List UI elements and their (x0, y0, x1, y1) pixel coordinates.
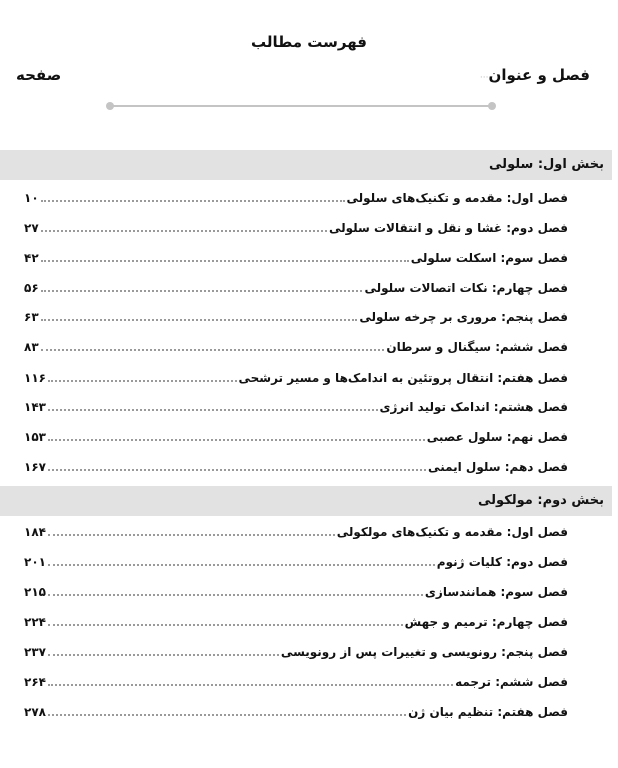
dot-leader (48, 654, 279, 656)
toc-entry-page: ۲۷ (24, 221, 39, 235)
toc-entry[interactable] (24, 550, 568, 570)
dot-leader (48, 684, 453, 686)
toc-entry-page: ۲۶۴ (24, 675, 46, 689)
toc-entry-label: فصل نهم: سلول عصبی (426, 430, 568, 444)
toc-entry-label: فصل سوم: اسکلت سلولی (410, 251, 568, 265)
toc-entry-page: ۱۱۶ (24, 371, 46, 385)
toc-entry[interactable] (24, 305, 568, 325)
dot-leader (48, 469, 426, 471)
divider-dot-left (106, 102, 114, 110)
dot-leader (48, 714, 406, 716)
dot-leader (48, 409, 378, 411)
toc-entry-page: ۱۴۳ (24, 400, 46, 414)
toc-entry-label: فصل اول: مقدمه و تکنیک‌های مولکولی (336, 525, 568, 539)
dot-leader (41, 230, 327, 232)
toc-entry[interactable] (24, 395, 568, 415)
toc-entry[interactable] (24, 700, 568, 720)
toc-entry-label: فصل پنجم: رونویسی و تغییرات پس از رونویسی (280, 645, 568, 659)
toc-entry-page: ۲۱۵ (24, 585, 46, 599)
toc-entry-label: فصل ششم: سیگنال و سرطان (386, 340, 568, 354)
toc-entry-label: فصل سوم: همانندسازی (424, 585, 568, 599)
toc-entry[interactable] (24, 640, 568, 660)
dot-leader (48, 594, 423, 596)
toc-entry-page: ۵۶ (24, 281, 39, 295)
toc-entry-page: ۱۶۷ (24, 460, 46, 474)
dot-leader (48, 624, 403, 626)
dot-leader (48, 564, 435, 566)
page-title: فهرست مطالب (251, 33, 367, 51)
header-trail-dots: ··· (479, 73, 489, 83)
toc-entry-label: فصل هفتم: تنظیم بیان ژن (408, 705, 568, 719)
toc-entry[interactable] (24, 520, 568, 540)
dot-leader (48, 439, 425, 441)
dot-leader (48, 534, 335, 536)
toc-entry-label: فصل پنجم: مروری بر چرخه سلولی (359, 310, 568, 324)
toc-entry-label: فصل دهم: سلول ایمنی (428, 460, 568, 474)
toc-entry-label: فصل هشتم: اندامک تولید انرژی (379, 400, 568, 414)
toc-entry-label: فصل ششم: ترجمه (455, 675, 568, 689)
toc-entry-page: ۱۸۴ (24, 525, 46, 539)
toc-entry[interactable] (24, 580, 568, 600)
toc-entry[interactable] (24, 186, 568, 206)
dot-leader (41, 260, 409, 262)
toc-entry-label: فصل چهارم: ترمیم و جهش (404, 615, 568, 629)
toc-entry[interactable] (24, 246, 568, 266)
toc-entry-page: ۲۰۱ (24, 555, 46, 569)
toc-entry[interactable] (24, 455, 568, 475)
header-divider (110, 105, 492, 107)
divider-dot-right (488, 102, 496, 110)
toc-entry-page: ۲۷۸ (24, 705, 46, 719)
toc-entry-label: فصل اول: مقدمه و تکنیک‌های سلولی (346, 191, 568, 205)
toc-entry-page: ۱۰ (24, 191, 39, 205)
section-header-molecular: بخش دوم: مولکولی (0, 486, 612, 516)
dot-leader (41, 349, 385, 351)
column-header-chapter (480, 66, 590, 84)
toc-entry-label: فصل چهارم: نکات اتصالات سلولی (364, 281, 568, 295)
toc-entry-page: ۸۳ (24, 340, 39, 354)
toc-entry-page: ۱۵۳ (24, 430, 46, 444)
toc-entry-page: ۶۳ (24, 310, 39, 324)
toc-entry[interactable] (24, 335, 568, 355)
dot-leader (41, 200, 345, 202)
column-header-chapter-label: فصل و عنوان (488, 66, 590, 84)
dot-leader (41, 319, 358, 321)
toc-entry[interactable] (24, 276, 568, 296)
toc-entry-page: ۲۳۷ (24, 645, 46, 659)
toc-entry-page: ۴۲ (24, 251, 39, 265)
dot-leader (41, 290, 363, 292)
dot-leader (48, 380, 237, 382)
toc-entry[interactable] (24, 425, 568, 445)
toc-entry[interactable] (24, 216, 568, 236)
toc-entry-page: ۲۲۴ (24, 615, 46, 629)
toc-entry[interactable] (24, 670, 568, 690)
toc-entry-label: فصل دوم: کلیات ژنوم (436, 555, 568, 569)
column-header-page: صفحه (16, 66, 62, 84)
toc-entry[interactable] (24, 366, 568, 386)
toc-entry-label: فصل هفتم: انتقال پروتئین به اندامک‌ها و مسیر ترشحی (238, 371, 568, 385)
toc-entry[interactable] (24, 610, 568, 630)
toc-entry-label: فصل دوم: غشا و نقل و انتقالات سلولی (328, 221, 568, 235)
section-header-cellular: بخش اول: سلولی (0, 150, 612, 180)
